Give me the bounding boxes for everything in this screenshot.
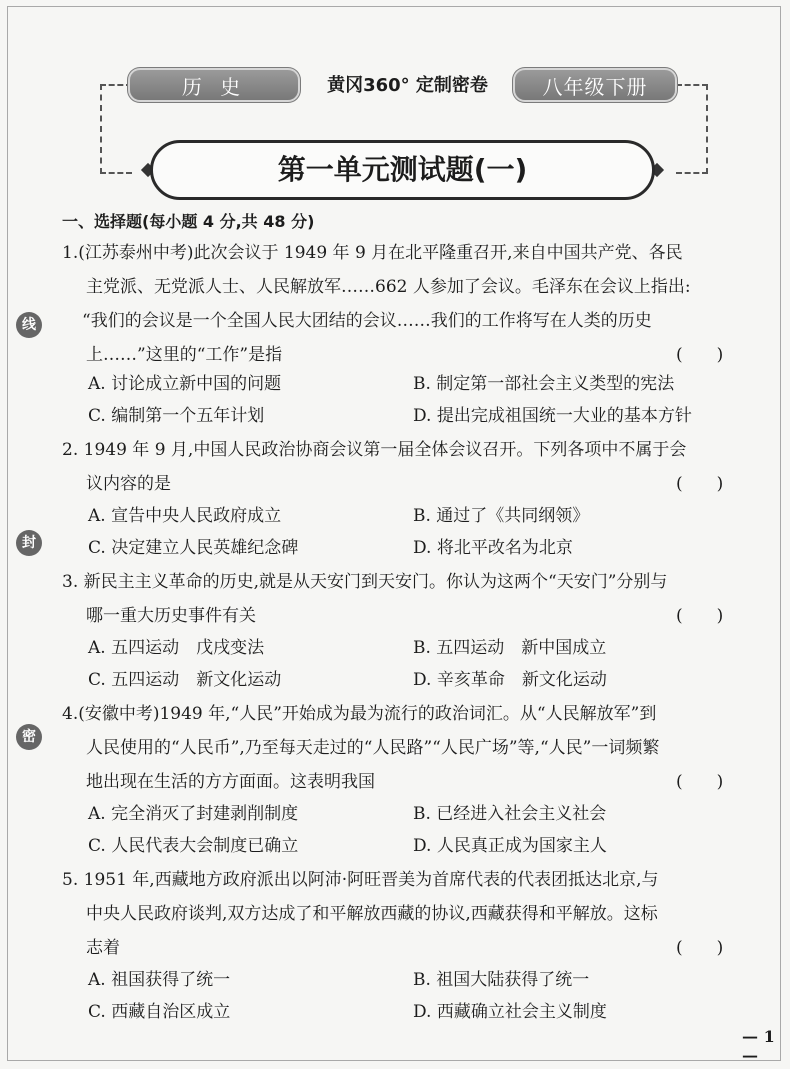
q1-option-b: B. 制定第一部社会主义类型的宪法	[413, 374, 675, 394]
q5-line-1: 5. 1951 年,西藏地方政府派出以阿沛·阿旺晋美为首席代表的代表团抵达北京,与	[62, 870, 659, 890]
q5-option-b: B. 祖国大陆获得了统一	[413, 970, 590, 990]
q3-answer-blank[interactable]: ( )	[676, 606, 724, 626]
q4-option-b: B. 已经进入社会主义社会	[413, 804, 607, 824]
q4-line-1: 4.(安徽中考)1949 年,“人民”开始成为最为流行的政治词汇。从“人民解放军”到	[62, 704, 657, 724]
grade-badge: 八年级下册	[515, 70, 675, 100]
side-mark-mi: 密	[16, 724, 42, 750]
q1-option-a: A. 讨论成立新中国的问题	[88, 374, 282, 394]
q3-option-a: A. 五四运动 戊戌变法	[88, 638, 265, 658]
header-bracket-left	[100, 84, 132, 174]
section-heading: 一、选择题(每小题 4 分,共 48 分)	[62, 212, 315, 231]
q1-line-1: 1.(江苏泰州中考)此次会议于 1949 年 9 月在北平隆重召开,来自中国共产党、各民	[62, 243, 683, 263]
q5-answer-blank[interactable]: ( )	[676, 938, 724, 958]
q2-option-b: B. 通过了《共同纲领》	[413, 506, 590, 526]
q2-line-1: 2. 1949 年 9 月,中国人民政治协商会议第一届全体会议召开。下列各项中不属于会	[62, 440, 687, 460]
page-title: 第一单元测试题(一)	[277, 153, 528, 186]
q2-option-a: A. 宣告中央人民政府成立	[88, 506, 282, 526]
q3-option-d: D. 辛亥革命 新文化运动	[413, 670, 607, 690]
q5-option-d: D. 西藏确立社会主义制度	[413, 1002, 607, 1022]
q4-line-3: 地出现在生活的方方面面。这表明我国	[86, 772, 375, 792]
q3-line-1: 3. 新民主主义革命的历史,就是从天安门到天安门。你认为这两个“天安门”分别与	[62, 572, 668, 592]
q4-option-c: C. 人民代表大会制度已确立	[88, 836, 299, 856]
q2-option-c: C. 决定建立人民英雄纪念碑	[88, 538, 299, 558]
header-bracket-right	[676, 84, 708, 174]
q4-option-d: D. 人民真正成为国家主人	[413, 836, 607, 856]
q1-option-d: D. 提出完成祖国统一大业的基本方针	[413, 406, 692, 426]
q4-line-2: 人民使用的“人民币”,乃至每天走过的“人民路”“人民广场”等,“人民”一词频繁	[86, 738, 660, 758]
q2-option-d: D. 将北平改名为北京	[413, 538, 573, 558]
q1-line-3: “我们的会议是一个全国人民大团结的会议……我们的工作将写在人类的历史	[82, 311, 652, 331]
subject-badge: 历 史	[130, 70, 298, 100]
series-title: 黄冈360° 定制密卷	[327, 75, 488, 96]
page-number: — 1 —	[742, 1027, 775, 1065]
q1-option-c: C. 编制第一个五年计划	[88, 406, 265, 426]
q4-option-a: A. 完全消灭了封建剥削制度	[88, 804, 299, 824]
side-mark-xian: 线	[16, 312, 42, 338]
q5-line-2: 中央人民政府谈判,双方达成了和平解放西藏的协议,西藏获得和平解放。这标	[86, 904, 658, 924]
q5-option-c: C. 西藏自治区成立	[88, 1002, 231, 1022]
q2-answer-blank[interactable]: ( )	[676, 474, 724, 494]
q4-answer-blank[interactable]: ( )	[676, 772, 724, 792]
q3-line-2: 哪一重大历史事件有关	[86, 606, 256, 626]
q5-option-a: A. 祖国获得了统一	[88, 970, 231, 990]
side-mark-feng: 封	[16, 530, 42, 556]
q3-option-b: B. 五四运动 新中国成立	[413, 638, 607, 658]
q1-line-2: 主党派、无党派人士、人民解放军……662 人参加了会议。毛泽东在会议上指出:	[86, 277, 691, 297]
q1-line-4: 上……”这里的“工作”是指	[86, 345, 283, 365]
q3-option-c: C. 五四运动 新文化运动	[88, 670, 282, 690]
q5-line-3: 志着	[86, 938, 120, 958]
q2-line-2: 议内容的是	[86, 474, 171, 494]
q1-answer-blank[interactable]: ( )	[676, 345, 724, 365]
